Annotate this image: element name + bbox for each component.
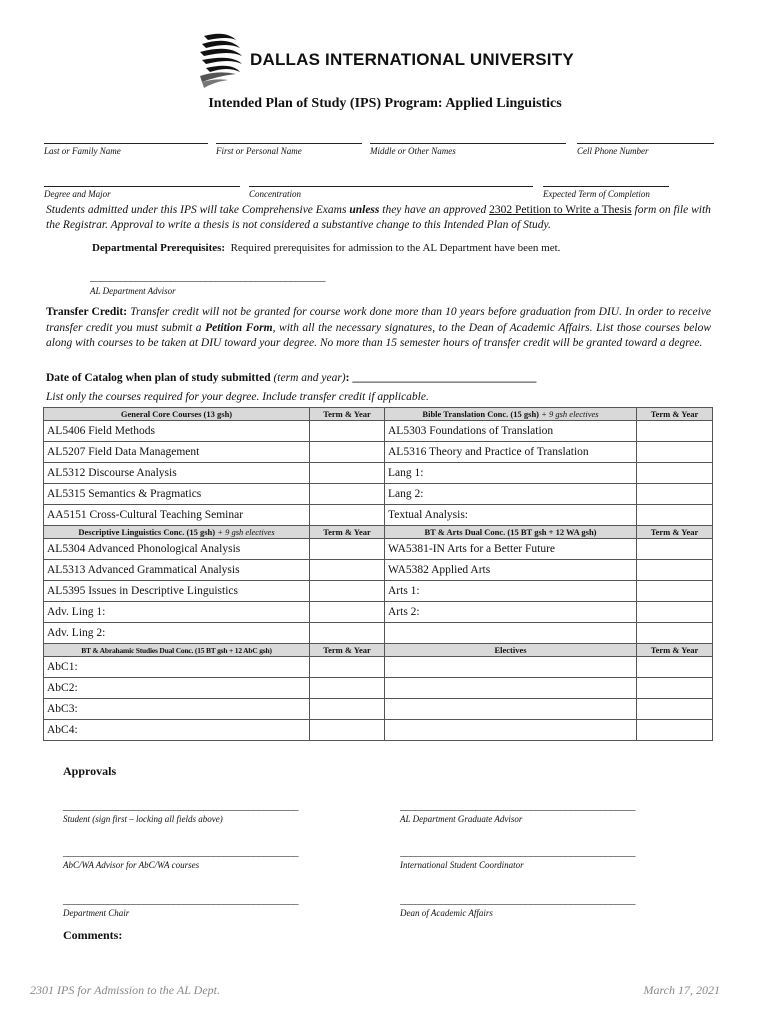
course-cell: AA5151 Cross-Cultural Teaching Seminar <box>44 505 310 526</box>
course-cell[interactable]: Arts 2: <box>385 602 637 623</box>
notice-unless: unless <box>349 204 380 216</box>
term-cell[interactable] <box>310 657 385 678</box>
term-cell[interactable] <box>310 699 385 720</box>
elective-cell[interactable] <box>385 678 637 699</box>
course-cell[interactable]: AbC2: <box>44 678 310 699</box>
term-year-header: Term & Year <box>310 644 385 657</box>
student-signature-label: Student (sign first – locking all fields above) <box>63 814 223 824</box>
transfer-credit-label: Transfer Credit: <box>46 306 128 318</box>
graduate-advisor-signature-line[interactable]: _______________________________________________ <box>400 800 635 812</box>
university-emblem-icon <box>198 30 250 90</box>
course-cell[interactable]: AbC3: <box>44 699 310 720</box>
department-chair-signature-label: Department Chair <box>63 908 130 918</box>
cell-phone-field[interactable]: Cell Phone Number <box>577 143 714 156</box>
table-row <box>44 581 713 602</box>
course-cell[interactable]: AbC1: <box>44 657 310 678</box>
dean-signature-line[interactable]: _______________________________________________ <box>400 894 635 906</box>
table-row <box>44 463 713 484</box>
term-cell[interactable] <box>310 720 385 741</box>
petition-form-text: Petition Form <box>205 321 273 334</box>
table-header-row <box>44 526 713 539</box>
term-cell[interactable] <box>310 678 385 699</box>
page-title: Intended Plan of Study (IPS) Program: Applied Linguistics <box>208 96 562 111</box>
table-header-row <box>44 644 713 657</box>
list-only-instruction: List only the courses required for your degree. Include transfer credit if applicable. <box>46 391 429 403</box>
term-cell[interactable] <box>637 539 713 560</box>
student-coordinator-signature-line[interactable]: _______________________________________________ <box>400 846 635 858</box>
catalog-date-field[interactable]: ________________________________ <box>352 372 537 384</box>
course-cell[interactable] <box>385 623 637 644</box>
bible-translation-header: Bible Translation Conc. (15 gsh) + 9 gsh electives <box>385 408 637 421</box>
course-cell: AL5316 Theory and Practice of Translation <box>385 442 637 463</box>
notice-text-1: Students admitted under this IPS will take Comprehensive Exams <box>46 204 347 216</box>
dean-signature-label: Dean of Academic Affairs <box>400 908 493 918</box>
course-cell: WA5382 Applied Arts <box>385 560 637 581</box>
table-row <box>44 421 713 442</box>
term-cell[interactable] <box>310 560 385 581</box>
university-name: DALLAS INTERNATIONAL UNIVERSITY <box>250 50 574 69</box>
abrahamic-studies-header: BT & Abrahamic Studies Dual Conc. (15 BT gsh + 12 AbC gsh) <box>44 644 310 657</box>
term-cell[interactable] <box>310 442 385 463</box>
table-row <box>44 678 713 699</box>
university-logo <box>198 30 588 90</box>
table-header-row <box>44 408 713 421</box>
course-cell[interactable]: Textual Analysis: <box>385 505 637 526</box>
term-year-header: Term & Year <box>310 526 385 539</box>
term-cell[interactable] <box>637 463 713 484</box>
footer-date: March 17, 2021 <box>643 983 720 997</box>
course-cell[interactable]: AbC4: <box>44 720 310 741</box>
table-row <box>44 560 713 581</box>
graduate-advisor-signature-label: AL Department Graduate Advisor <box>400 814 523 824</box>
term-cell[interactable] <box>310 602 385 623</box>
term-cell[interactable] <box>637 442 713 463</box>
course-cell[interactable]: Lang 1: <box>385 463 637 484</box>
catalog-colon: : <box>345 372 350 384</box>
term-cell[interactable] <box>637 581 713 602</box>
table-row <box>44 539 713 560</box>
table-row <box>44 602 713 623</box>
abc-wa-advisor-signature-line[interactable]: _______________________________________________ <box>63 846 298 858</box>
term-cell[interactable] <box>637 623 713 644</box>
descriptive-linguistics-header: Descriptive Linguistics Conc. (15 gsh) + 9 gsh electives <box>44 526 310 539</box>
abc-wa-advisor-signature-label: AbC/WA Advisor for AbC/WA courses <box>63 860 200 870</box>
prereq-label: Departmental Prerequisites: <box>92 242 226 254</box>
table-row <box>44 720 713 741</box>
term-cell[interactable] <box>637 505 713 526</box>
prereq-text: Required prerequisites for admission to the AL Department have been met. <box>230 242 561 254</box>
term-cell[interactable] <box>637 699 713 720</box>
term-cell[interactable] <box>310 505 385 526</box>
bt-arts-header: BT & Arts Dual Conc. (15 BT gsh + 12 WA gsh) <box>385 526 637 539</box>
transfer-credit-paragraph <box>46 305 711 352</box>
course-cell: AL5406 Field Methods <box>44 421 310 442</box>
term-year-header: Term & Year <box>637 644 713 657</box>
table-row <box>44 657 713 678</box>
term-year-header: Term & Year <box>637 526 713 539</box>
comments-heading: Comments: <box>63 928 123 942</box>
concentration-field[interactable]: Concentration <box>249 186 533 199</box>
table-row <box>44 505 713 526</box>
expected-term-field[interactable]: Expected Term of Completion <box>543 186 669 199</box>
first-name-field[interactable]: First or Personal Name <box>216 143 362 156</box>
general-core-header: General Core Courses (13 gsh) <box>44 408 310 421</box>
petition-thesis-link[interactable]: 2302 Petition to Write a Thesis <box>489 204 632 216</box>
course-cell[interactable]: Adv. Ling 2: <box>44 623 310 644</box>
term-cell[interactable] <box>310 539 385 560</box>
catalog-label: Date of Catalog when plan of study submitted <box>46 372 271 384</box>
term-cell[interactable] <box>637 421 713 442</box>
catalog-date-line <box>46 372 536 384</box>
electives-header: Electives <box>385 644 637 657</box>
course-cell: AL5304 Advanced Phonological Analysis <box>44 539 310 560</box>
student-signature-line[interactable]: _______________________________________________ <box>63 800 298 812</box>
course-cell[interactable]: Adv. Ling 1: <box>44 602 310 623</box>
notice-text-2: they have an approved <box>382 204 487 216</box>
course-cell: AL5207 Field Data Management <box>44 442 310 463</box>
footer-document-name: 2301 IPS for Admission to the AL Dept. <box>30 983 221 997</box>
advisor-signature-line[interactable]: _______________________________________________ <box>90 271 325 283</box>
course-cell: AL5313 Advanced Grammatical Analysis <box>44 560 310 581</box>
course-cell[interactable]: Lang 2: <box>385 484 637 505</box>
catalog-hint: (term and year) <box>273 372 346 384</box>
term-cell[interactable] <box>637 657 713 678</box>
notice-text-3: form on file with the Registrar. Approval to write a thesis is not considered a substantive change to this Intended Plan of Study. <box>46 204 711 231</box>
degree-major-field[interactable]: Degree and Major <box>44 186 240 199</box>
term-cell[interactable] <box>637 560 713 581</box>
term-cell[interactable] <box>310 421 385 442</box>
comprehensive-exams-notice <box>46 203 714 233</box>
departmental-prerequisites <box>92 242 560 254</box>
table-row <box>44 623 713 644</box>
last-name-field[interactable]: Last or Family Name <box>44 143 208 156</box>
course-cell: AL5315 Semantics & Pragmatics <box>44 484 310 505</box>
course-cell: AL5303 Foundations of Translation <box>385 421 637 442</box>
term-year-header: Term & Year <box>637 408 713 421</box>
term-cell[interactable] <box>310 623 385 644</box>
elective-cell[interactable] <box>385 720 637 741</box>
transfer-text-1: Transfer credit will not be granted for course work done more than 10 years before graduation from DIU. In order to receive transfer credit you must submit a <box>46 306 712 334</box>
term-cell[interactable] <box>637 678 713 699</box>
table-row <box>44 699 713 720</box>
table-row <box>44 484 713 505</box>
course-cell: AL5312 Discourse Analysis <box>44 463 310 484</box>
table-row <box>44 442 713 463</box>
term-year-header: Term & Year <box>310 408 385 421</box>
approvals-heading: Approvals <box>63 764 117 778</box>
student-coordinator-signature-label: International Student Coordinator <box>400 860 524 870</box>
courses-table <box>43 407 713 741</box>
course-cell[interactable]: Arts 1: <box>385 581 637 602</box>
transfer-text-2: , with all the necessary signatures, to the Dean of Academic Affairs. List those courses below along with courses to be taken at DIU toward your degree. No more than 15 semester hours of transfer credit will be granted toward a degree. <box>46 321 711 349</box>
elective-cell[interactable] <box>385 699 637 720</box>
elective-cell[interactable] <box>385 657 637 678</box>
course-cell: AL5395 Issues in Descriptive Linguistics <box>44 581 310 602</box>
term-cell[interactable] <box>637 720 713 741</box>
term-cell[interactable] <box>637 484 713 505</box>
term-cell[interactable] <box>310 581 385 602</box>
term-cell[interactable] <box>310 484 385 505</box>
middle-name-field[interactable]: Middle or Other Names <box>370 143 566 156</box>
term-cell[interactable] <box>310 463 385 484</box>
term-cell[interactable] <box>637 602 713 623</box>
course-cell: WA5381-IN Arts for a Better Future <box>385 539 637 560</box>
department-chair-signature-line[interactable]: _______________________________________________ <box>63 894 298 906</box>
advisor-signature-label: AL Department Advisor <box>90 286 176 296</box>
